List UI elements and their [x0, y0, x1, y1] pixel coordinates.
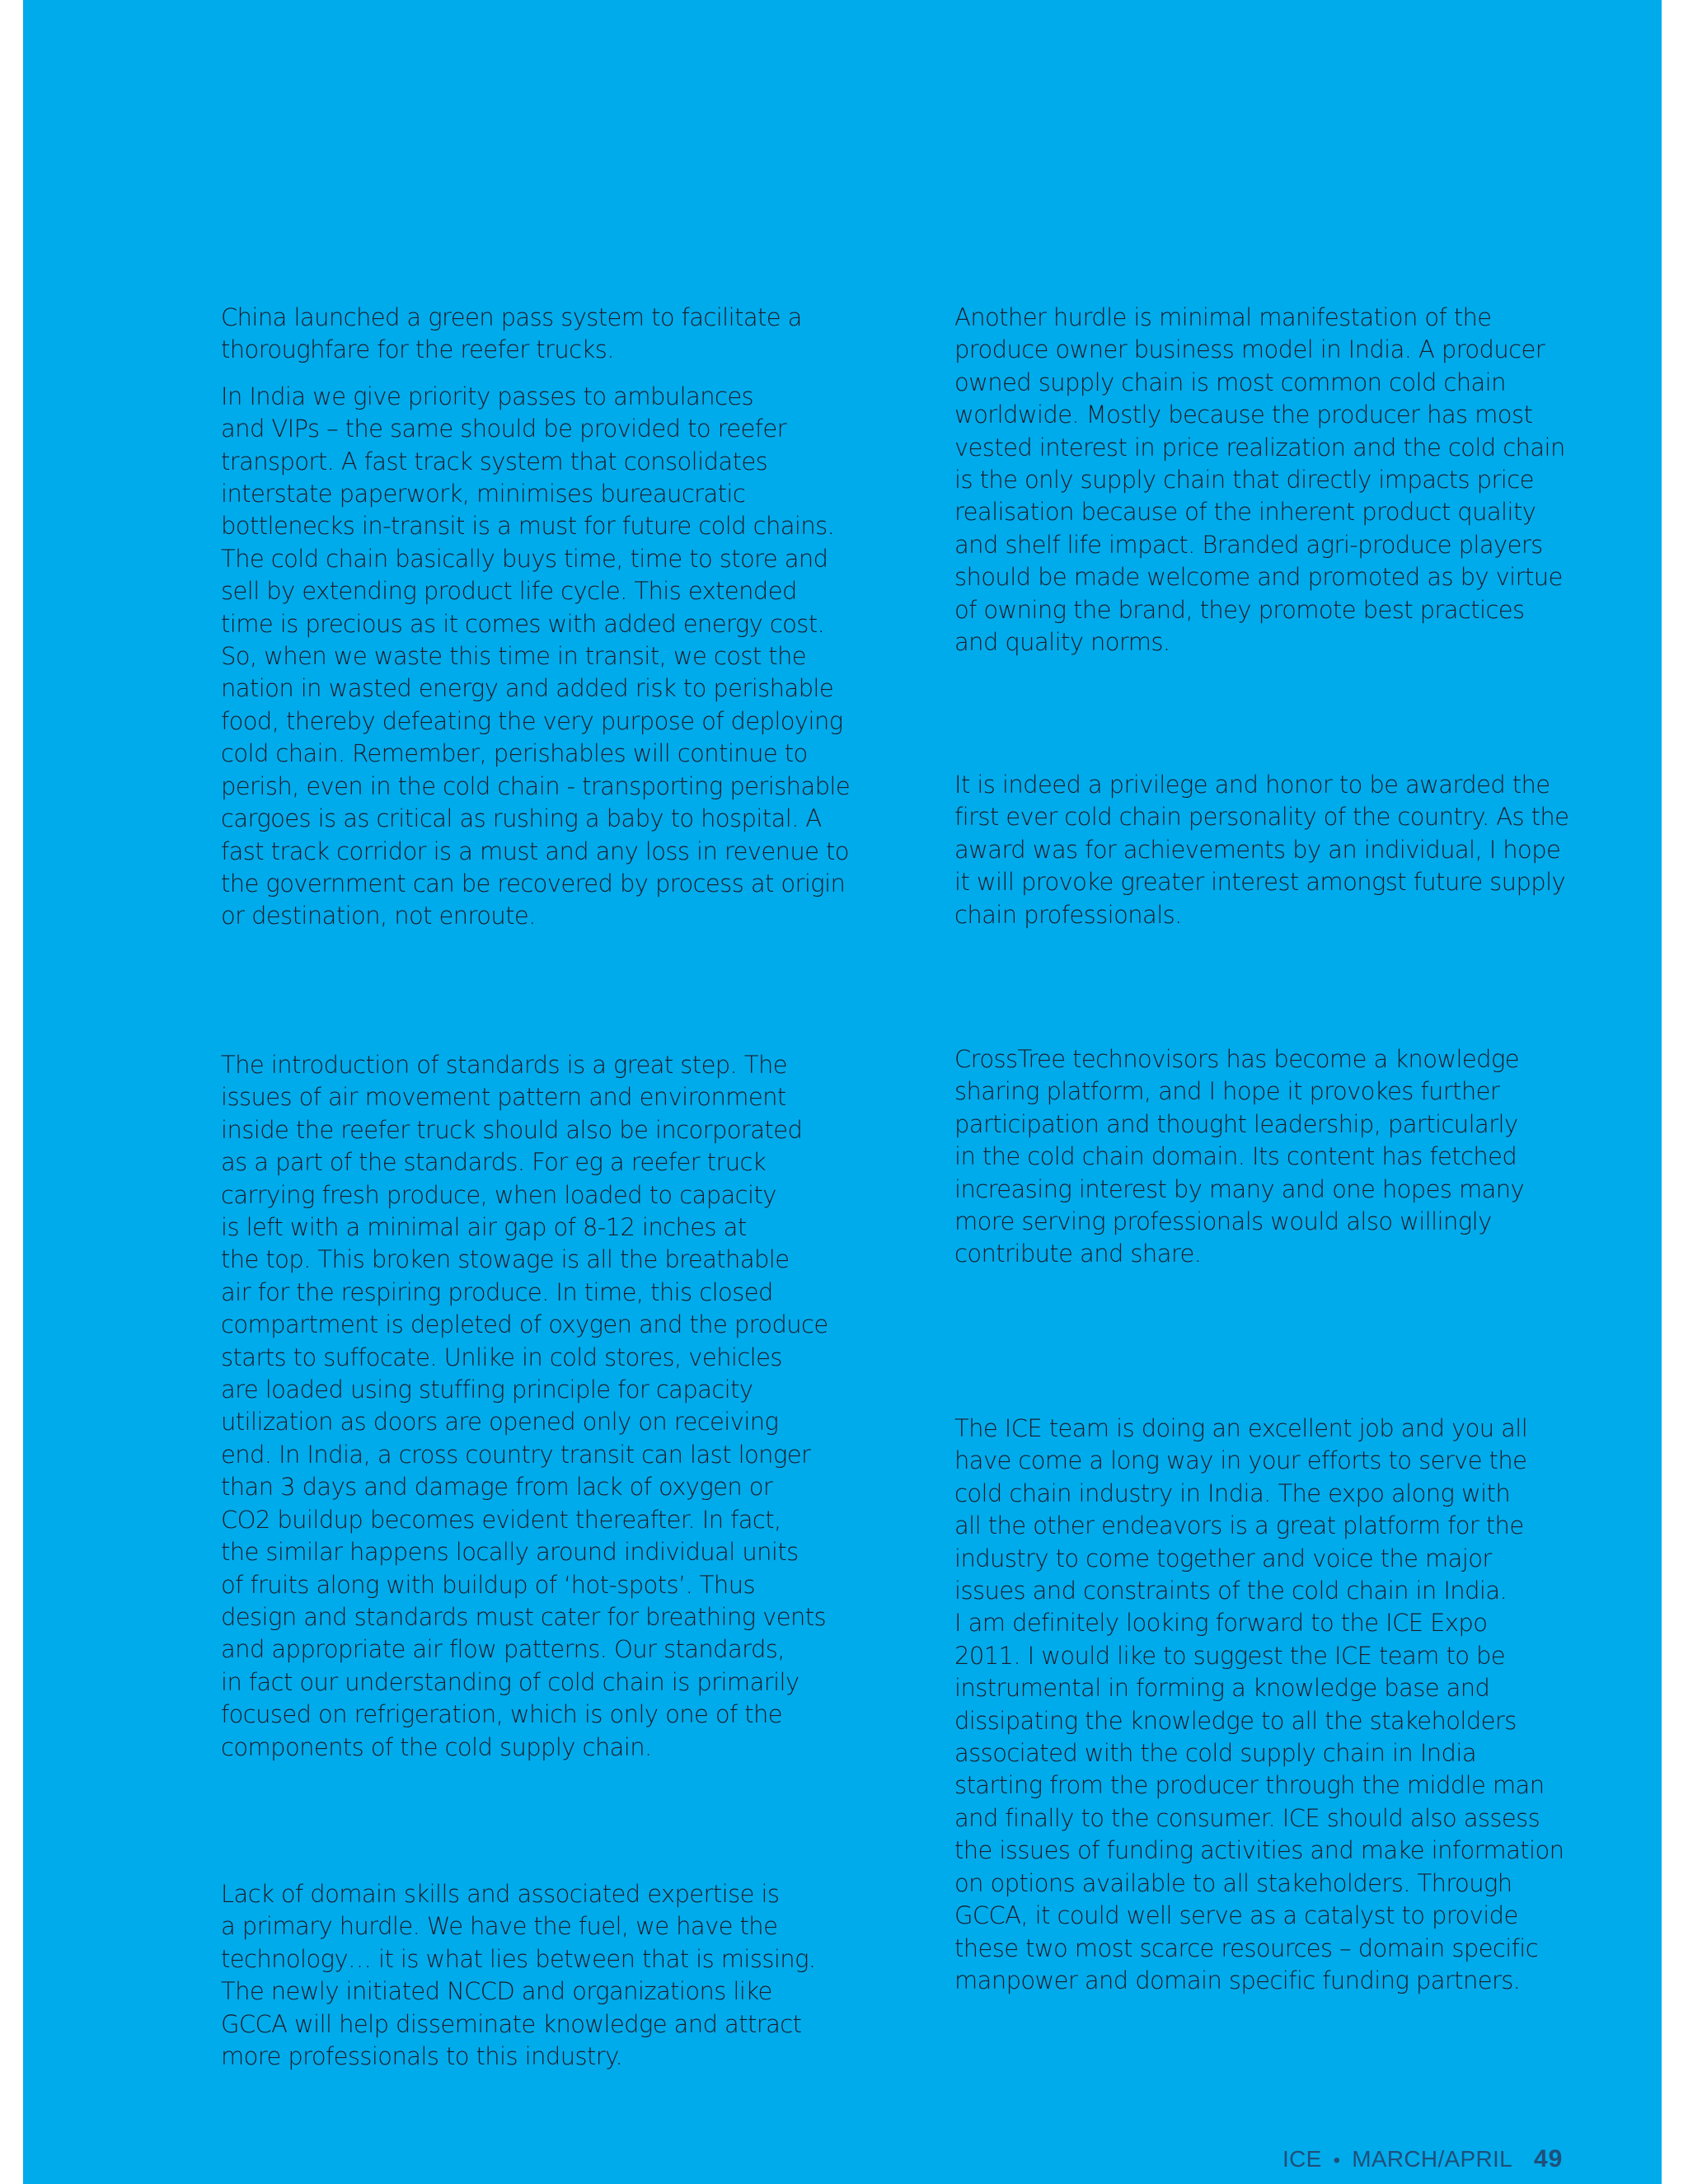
right-block-4 [954, 1413, 1597, 1997]
paragraph-award: It is indeed a privilege and honor to be awarded the first ever cold chain personality of the country. As the award was for achievements by an individual, I hope it will provoke greater interest amongst future supply chain professionals. [954, 771, 1569, 929]
paragraph-priority-passes: In India we give priority passes to ambulances and VIPs – the same should be provided to reefer transport. A fast track system that consolidates interstate paperwork, minimises bureaucratic bottlenecks in-transit is a must for future cold chains. The cold chain basically buys time, time to store and sell by extending product life cycle. This extended time is precious as it comes with added energy cost. So, when we waste this time in transit, we cost the nation in wasted energy and added risk to perishable food, thereby defeating the very purpose of deploying cold chain. Remember, perishables will continue to perish, even in the cold chain - transporting perishable cargoes is as critical as rushing a baby to hospital. A fast track corridor is a must and any loss in revenue to the government can be recovered by process at origin or destination, not enroute. [221, 382, 851, 930]
page-number: 49 [1533, 2145, 1564, 2172]
paragraph-ice-team: The ICE team is doing an excellent job and you all have come a long way in your efforts to serve the cold chain industry in India. The expo along with all the other endeavors is a great platform for the industry to come together and voice the major issues and constraints of the cold chain in India. I am definitely looking forward to the ICE Expo 2011. I would like to suggest the ICE team to be instrumental in forming a knowledge base and dissipating the knowledge to all the stakeholders associated with the cold supply chain in India starting from the producer through the middle man and finally to the consumer. ICE should also assess the issues of funding activities and make information on options available to all stakeholders. Through GCCA, it could well serve as a catalyst to provide these two most scarce resources – domain specific manpower and domain specific funding partners. [954, 1414, 1564, 1994]
right-block-3 [954, 1043, 1597, 1271]
paragraph-domain-skills: Lack of domain skills and associated expertise is a primary hurdle. We have the fuel, we have the technology… it is what lies between that is missing. The newly initiated NCCD and organizations like GCCA will help disseminate knowledge and attract more professionals to this industry. [221, 1880, 816, 2071]
footer-magazine-name: ICE [1282, 2146, 1322, 2172]
left-block-1 [221, 302, 864, 933]
footer-issue: MARCH/APRIL [1352, 2146, 1512, 2172]
paragraph-crosstree: CrossTree technovisors has become a knowledge sharing platform, and I hope it provokes further participation and thought leadership, particularly in the cold chain domain. Its content has fetched increasing interest by many and one hopes many more serving professionals would also willingly contribute and share. [954, 1045, 1525, 1268]
right-block-2 [954, 769, 1597, 931]
left-block-2 [221, 1049, 864, 1764]
paragraph-producer-model: Another hurdle is minimal manifestation of the produce owner business model in India. A producer owned supply chain is most common cold chain worldwide. Mostly because the producer has most vested interest in price realization and the cold chain is the only supply chain that directly impacts price realisation because of the inherent product quality and shelf life impact. Branded agri-produce players should be made welcome and promoted as by virtue of owning the brand, they promote best practices and quality norms. [954, 303, 1565, 657]
magazine-page [23, 0, 1662, 2184]
paragraph-green-pass: China launched a green pass system to facilitate a thoroughfare for the reefer trucks. [221, 303, 802, 364]
left-block-3 [221, 1878, 864, 2073]
page-footer [1282, 2145, 1563, 2173]
footer-separator: • [1333, 2149, 1341, 2172]
right-block-1 [954, 302, 1597, 658]
paragraph-standards: The introduction of standards is a great step. The issues of air movement pattern and environment inside the reefer truck should also be incorporated as a part of the standards. For eg a reefer truck carrying fresh produce, when loaded to capacity is left with a minimal air gap of 8-12 inches at the top. This broken stowage is all the breathable air for the respiring produce. In time, this closed compartment is depleted of oxygen and the produce starts to suffocate. Unlike in cold stores, vehicles are loaded using stuffing principle for capacity utilization as doors are opened only on receiving end. In India, a cross country transit can last longer than 3 days and damage from lack of oxygen or CO2 buildup becomes evident thereafter. In fact, the similar happens locally around individual units of fruits along with buildup of ‘hot-spots’. Thus design and standards must cater for breathing vents and appropriate air flow patterns. Our standards, in fact our understanding of cold chain is primarily focused on refrigeration, which is only one of the components of the cold supply chain. [221, 1051, 828, 1761]
